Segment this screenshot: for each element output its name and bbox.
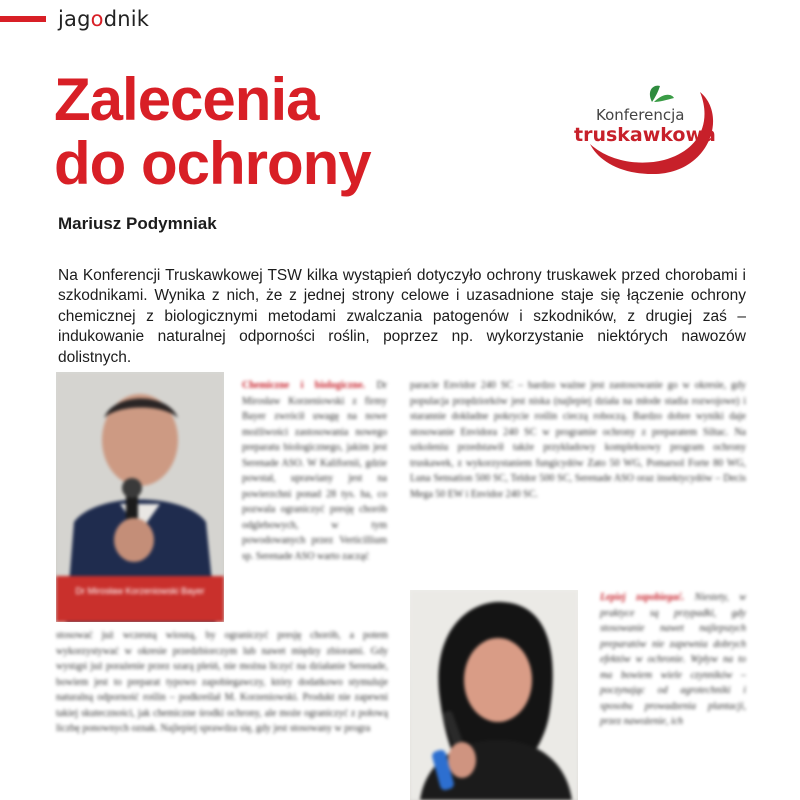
article-lead: Na Konferencji Truskawkowej TSW kilka wystąpień dotyczyło ochrony truskawek przed chorobami i szkodnikami. Wynika z nich, że z jednej strony celowe i uzasadnione staje się łączenie ochrony chemicznej z biologicznymi metodami zwalczania patogenów i szkodników, z drugiej zaś – indukowanie naturalnej odporności roślin, poprzez np. wykorzystanie niektórych nawozów dolistnych. bbox=[58, 266, 746, 366]
speaker-photo-woman bbox=[410, 590, 578, 800]
logo-line-1: Konferencja bbox=[596, 106, 685, 124]
article-column-1 bbox=[242, 378, 387, 633]
col4-heading: Lepiej zapobiegać. bbox=[600, 592, 685, 603]
speaker-photo-man bbox=[56, 372, 224, 622]
col1-text: Dr Mirosław Korzeniowski z firmy Bayer zwrócił uwagę na nowe możliwości zastosowania nowego preparatu biologicznego, jakim jest Serenade ASO. W Kalifornii, gdzie powstał, uprawiany jest na powierzchni ponad 28 tys. ha, co pozwala ograniczyć presję chorób odglebowych, w tym powodowanych przez Verticillium sp. Serenade ASO warto zacząć bbox=[242, 380, 387, 562]
photo1-caption: Dr Mirosław Korzeniowski Bayer bbox=[56, 576, 224, 622]
article-column-3: stosować już wczesną wiosną, by ograniczyć presję chorób, a potem wykorzystywać w okresie przedzbiorczym lub nawet między zbiorami. Gdy wystąpi już porażenie przez szarą pleśń, nie można liczyć na działanie Serenade, bowiem jest to preparat typowo zapobiegawczy, który dodatkowo stymuluje naturalną odporność roślin – podkreślał M. Korzeniowski. Produkt nie zapewni takiej skuteczności, jak chemiczne środki ochrony, ale może ograniczyć z połową liczbę ponownych oznak. Najlepiej sprawdza się, gdy jest stosowany w progra bbox=[56, 630, 388, 734]
title-line-1: Zalecenia bbox=[54, 66, 319, 133]
article-column-2: paracie Envidor 240 SC – bardzo ważne jest zastosowanie go w okresie, gdy populacja przędziorków jest niska (najlepiej działa na młode stadia rozwojowe) i starannie dokładne pokrycie roślin cieczą roboczą. Bardzo dobre wyniki daje stosowanie Envidora 240 SC w programie ochrony z preparatem Siltac. Na szkoleniu przedstawił także przykładowy kompleksowy program ochrony truskawek, z wykorzystaniem fungicydów Zato 50 WG, Pomarsol Forte 80 WG, Luna Sensation 500 SC, Teldor 500 SC, Serenade ASO oraz insektycydów – Decis Mega 50 EW i Envidor 240 SC. bbox=[410, 380, 746, 500]
article-title bbox=[54, 68, 371, 196]
brand-heart-letter: o bbox=[90, 7, 104, 31]
woman-with-microphone-image bbox=[410, 590, 578, 800]
article-author: Mariusz Podymniak bbox=[58, 214, 217, 233]
conference-logo bbox=[560, 80, 730, 180]
title-line-2: do ochrony bbox=[54, 130, 371, 197]
brand-suffix: dnik bbox=[103, 7, 150, 31]
col4-text: Niestety, w praktyce są przypadki, gdy stosowanie nawet najlepszych preparatów nie zapewnia dobrych efektów w ochronie. Wpływ na to ma bowiem wiele czynników – poczynając od agrotechniki i sposobu prowadzenia plantacji, przez nawożenie, ich bbox=[600, 592, 746, 727]
magazine-logo bbox=[58, 7, 149, 31]
header-accent-bar bbox=[0, 16, 46, 22]
article-column-4 bbox=[600, 590, 746, 800]
brand-prefix: jag bbox=[58, 7, 91, 31]
logo-line-2: truskawkowa bbox=[574, 124, 716, 146]
col1-heading: Chemiczne i biologiczne. bbox=[242, 380, 366, 391]
